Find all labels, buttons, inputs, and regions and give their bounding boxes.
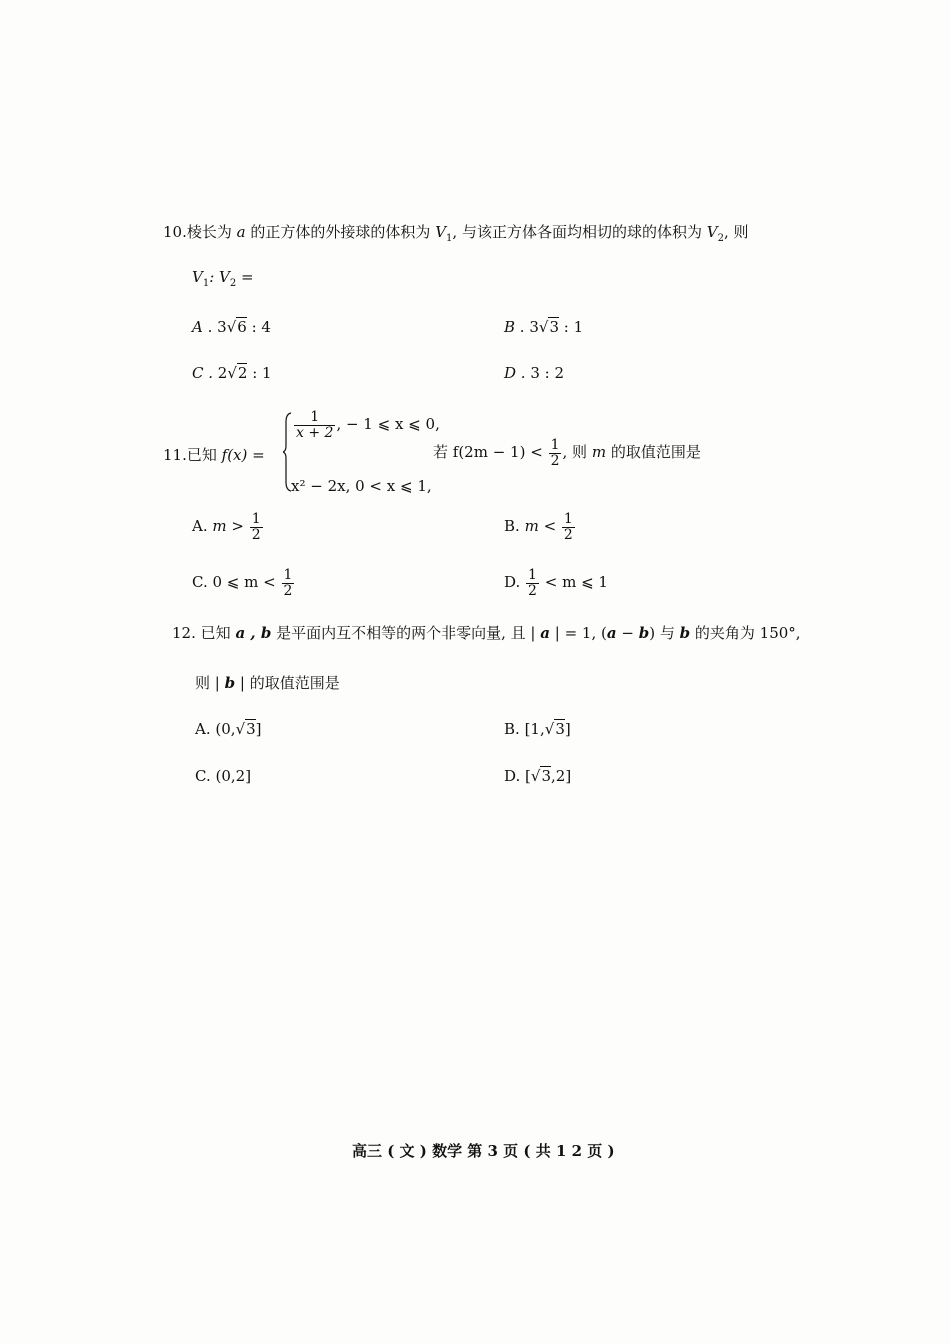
option-11-b[interactable]: B. m < $\frac{1}{2}$ [504,511,573,543]
option-12-d[interactable]: D. [√3,2] [504,767,572,785]
page-footer: 高三 ( 文 ) 数学 第 3 页 ( 共 1 2 页 ) [352,1142,615,1160]
option-12-b[interactable]: B. [1,√3] [504,720,571,738]
question-number: 11. [163,446,187,464]
question-12-line1: 12. 已知 a , b 是平面内互不相等的两个非零向量, 且 | a | = 1, (a − b) 与 b 的夹角为 150°, [172,624,801,642]
question-10-line2: $V_1$: $V_2$ = [192,268,254,289]
option-10-a[interactable]: A . 3√6 : 4 [192,318,271,336]
question-10-line1: 10.棱长为 a 的正方体的外接球的体积为 $V_1$, 与该正方体各面均相切的球的体积为 $V_2$, 则 [163,223,749,244]
question-number: 10. [163,223,187,241]
option-12-a[interactable]: A. (0,√3] [195,720,262,738]
option-12-c[interactable]: C. (0,2] [195,767,252,785]
question-11-condition: 若 f(2m − 1) < $\frac{1}{2}$ , 则 m 的取值范围是 [433,437,701,469]
option-10-c[interactable]: C . 2√2 : 1 [192,364,272,382]
piecewise-case-2: x² − 2x, 0 < x ⩽ 1, [291,477,432,495]
option-10-b[interactable]: B . 3√3 : 1 [504,318,584,336]
option-11-d[interactable]: D. $\frac{1}{2}$ < m ⩽ 1 [504,567,608,599]
question-11-lead: 11.已知 f(x) = [163,446,265,464]
option-10-d[interactable]: D . 3 : 2 [504,364,565,382]
option-11-c[interactable]: C. 0 ⩽ m < $\frac{1}{2}$ [192,567,293,599]
option-11-a[interactable]: A. m > $\frac{1}{2}$ [192,511,261,543]
question-number: 12. [172,624,196,642]
question-12-line2: 则 | b | 的取值范围是 [195,674,340,692]
piecewise-case-1: $\frac{1}{x + 2}$ , − 1 ⩽ x ⩽ 0, [296,409,440,441]
